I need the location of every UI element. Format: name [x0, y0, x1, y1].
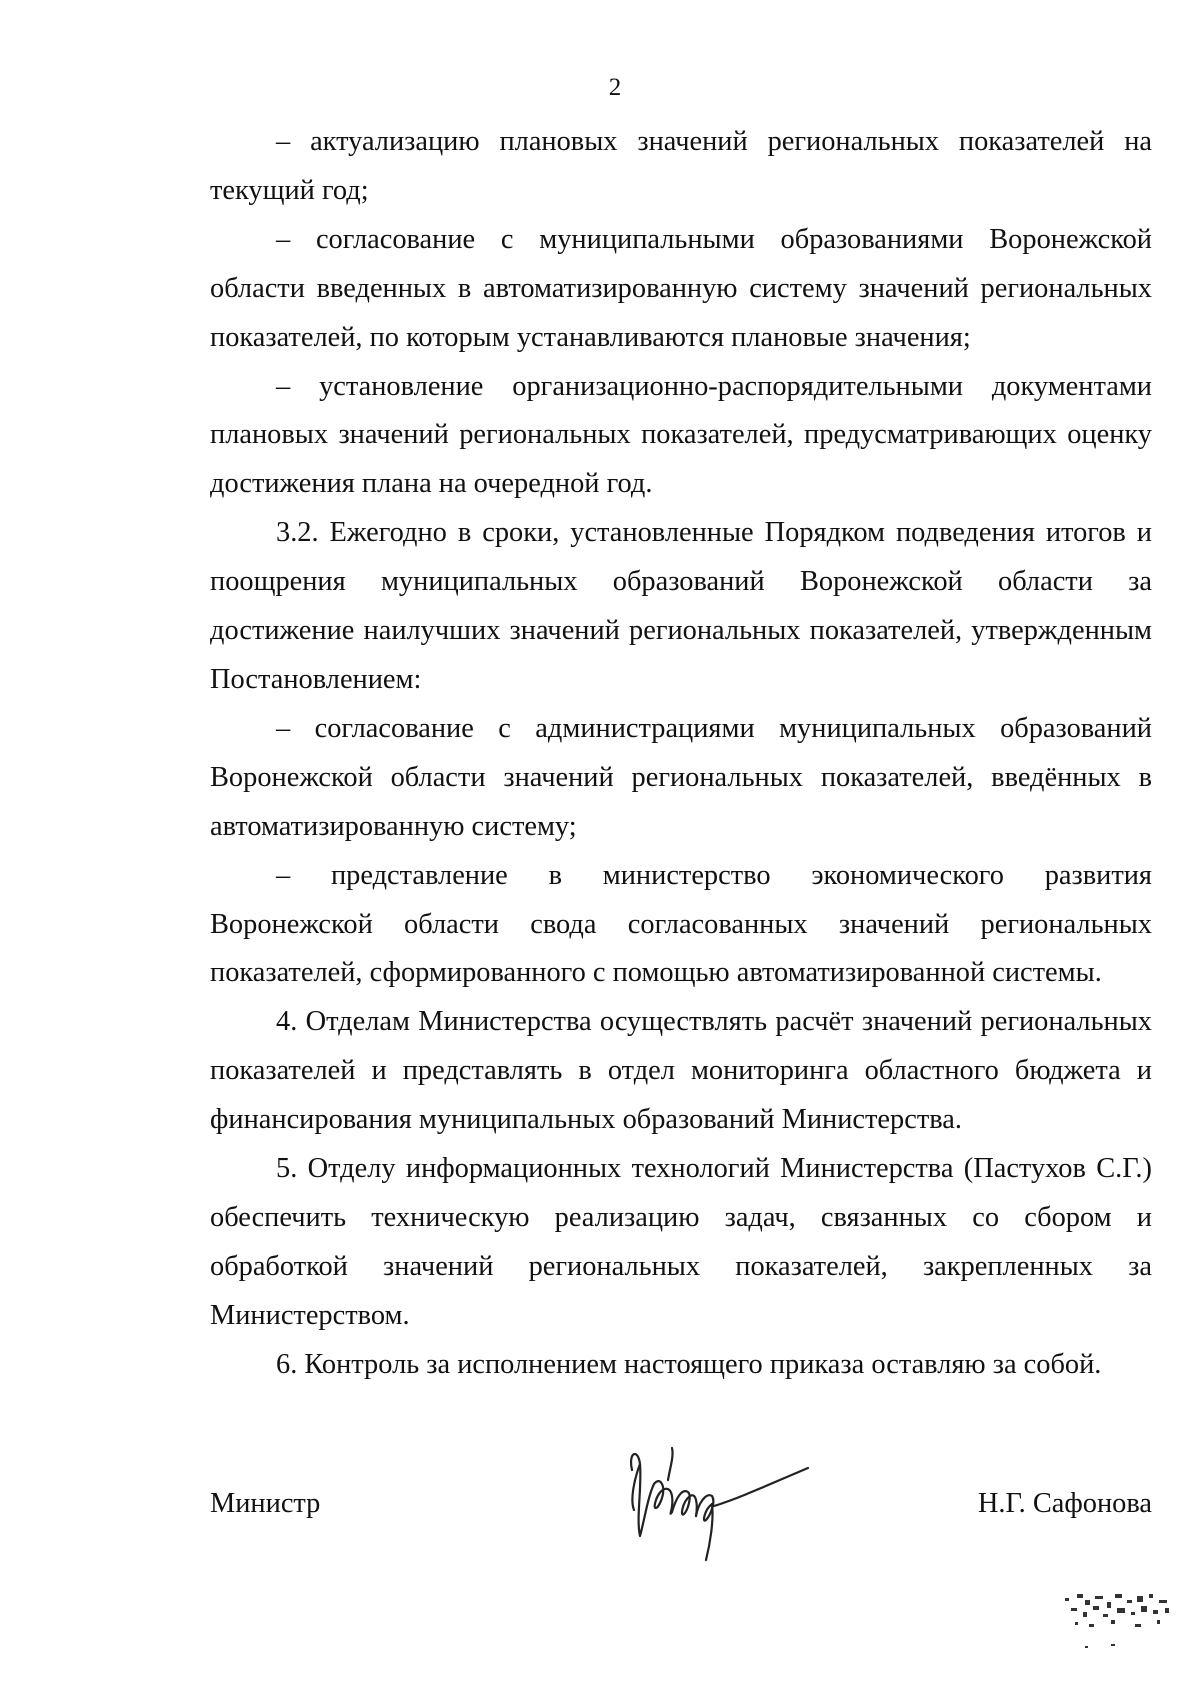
paragraph-submission-ministry: – представление в министерство экономического развития Воронежской области свода согласованных значений региональных показателей, сформированного с помощью автоматизированной системы. — [210, 859, 1152, 989]
handwritten-signature-icon — [610, 1440, 850, 1570]
document-body — [210, 118, 1152, 1390]
paragraph-3-2-annual-deadlines: 3.2. Ежегодно в сроки, установленные Порядком подведения итогов и поощрения муниципальных образований Воронежской области за достижение наилучших значений региональных показателей, утвержденным Постановлением: — [210, 517, 1152, 695]
page-number: 2 — [608, 74, 622, 101]
paragraph-coordination-administrations: – согласование с администрациями муниципальных образований Воронежской области значений региональных показателей, введённых в автоматизированную систему; — [210, 712, 1152, 842]
paragraph-4-departments: 4. Отделам Министерства осуществлять расчёт значений региональных показателей и представлять в отдел мониторинга областного бюджета и финансирования муниципальных образований Министерства. — [210, 1006, 1152, 1136]
registration-stamp-icon — [1055, 1590, 1185, 1660]
paragraph-coordination-municipalities: – согласование с муниципальными образованиями Воронежской области введенных в автоматизированную систему значений региональных показателей, по которым устанавливаются плановые значения; — [210, 223, 1152, 353]
signature-block — [210, 1440, 1152, 1560]
position-title: Министр — [210, 1488, 321, 1519]
signer-name: Н.Г. Сафонова — [977, 1488, 1152, 1519]
paragraph-actualization: – актуализацию плановых значений региональных показателей на текущий год; — [210, 126, 1152, 206]
paragraph-5-it-department: 5. Отделу информационных технологий Министерства (Пастухов С.Г.) обеспечить техническую реализацию задач, связанных со сбором и обработкой значений региональных показателей, закрепленных за Министерством. — [210, 1153, 1152, 1331]
paragraph-establishment-plan-values: – установление организационно-распорядительными документами плановых значений региональных показателей, предусматривающих оценку достижения плана на очередной год. — [210, 370, 1152, 500]
paragraph-6-control: 6. Контроль за исполнением настоящего приказа оставляю за собой. — [276, 1348, 1102, 1380]
